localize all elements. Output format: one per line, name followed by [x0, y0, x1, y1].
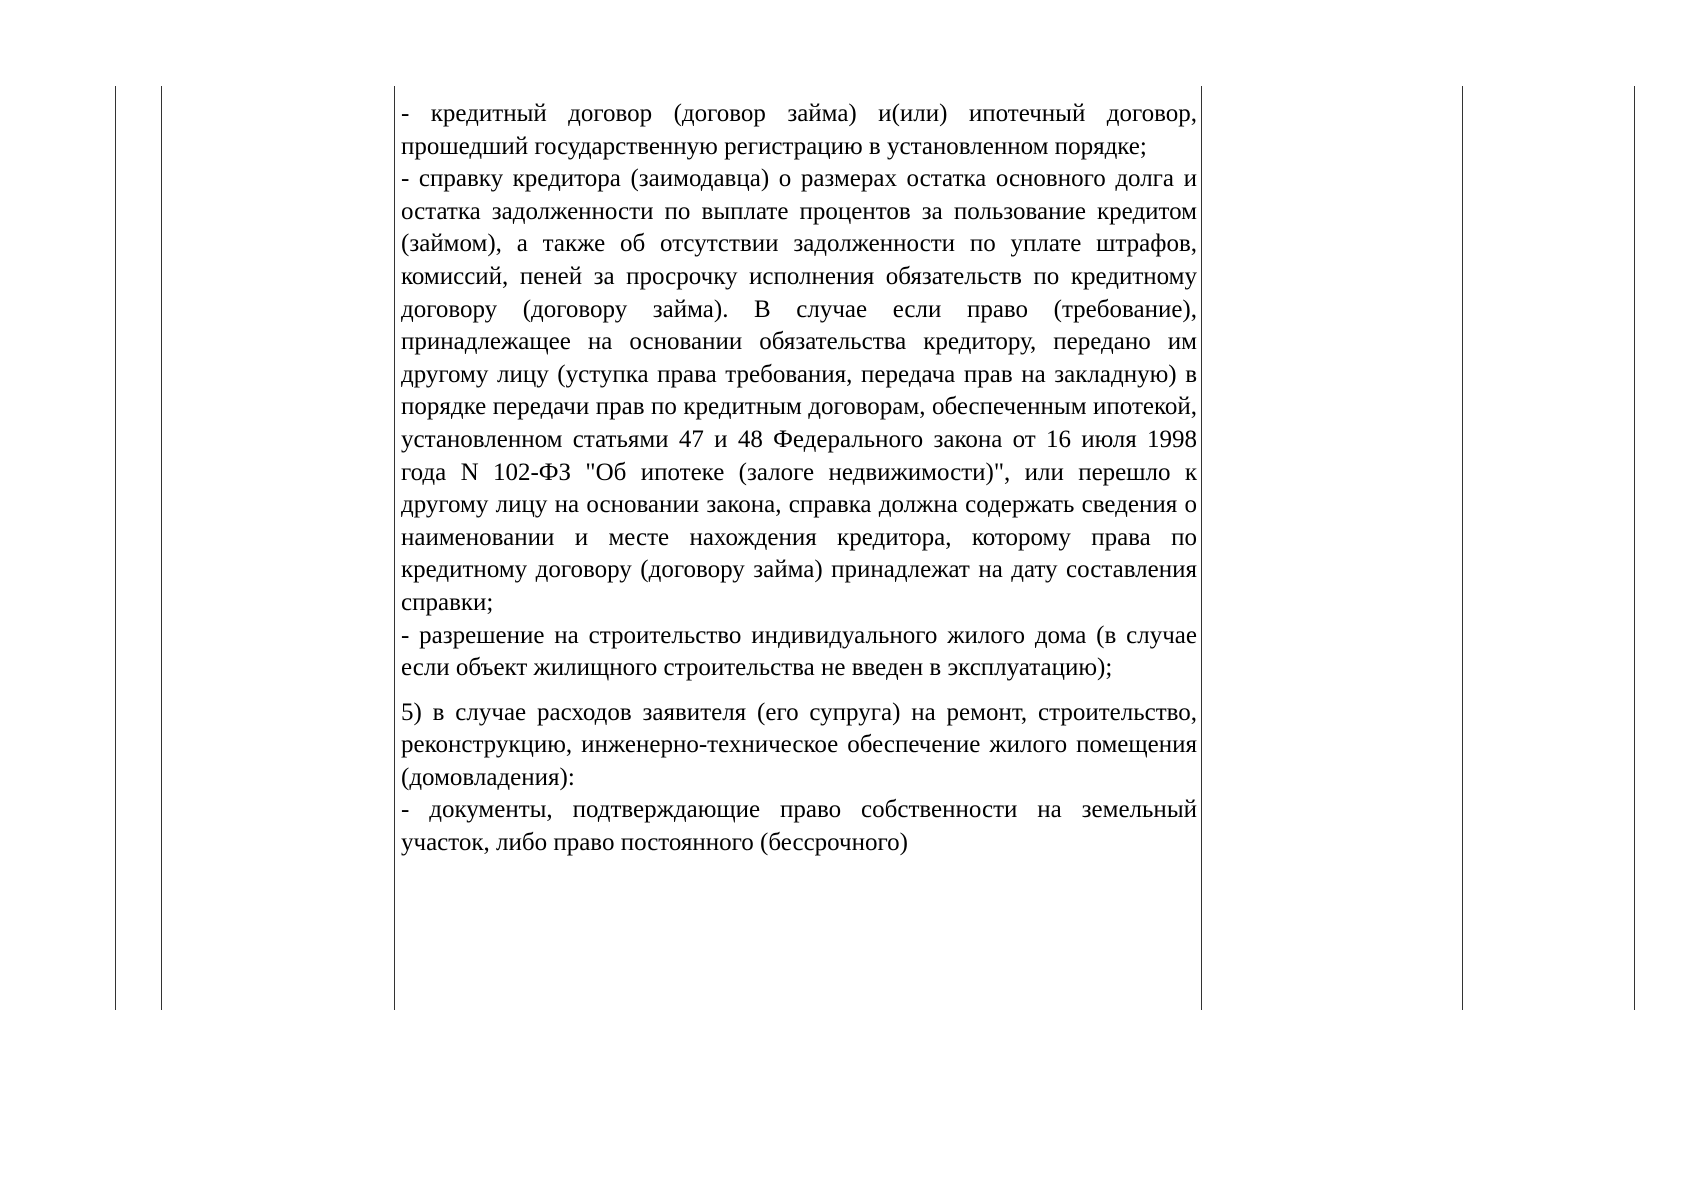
- table-border-right-inner: [1462, 86, 1463, 1010]
- table-border-left-inner: [161, 86, 162, 1010]
- table-border-text-right: [1201, 86, 1202, 1010]
- paragraph-construction-permit: - разрешение на строительство индивидуального жилого дома (в случае если объект жилищного строительства не введен в эксплуатацию);: [401, 621, 1197, 682]
- paragraph-creditor-certificate: - справку кредитора (заимодавца) о размерах остатка основного долга и остатка задолженности по выплате процентов за пользование кредитом (займом), а также об отсутствии задолженности по уплате штрафов, комиссий, пеней за просрочку исполнения обязательств по кредитному договору (договору займа). В случае если право (требование), принадлежащее на основании обязательства кредитору, передано им другому лицу (уступка права требования, передача прав на закладную) в порядке передачи прав по кредитным договорам, обеспеченным ипотекой, установленном статьями 47 и 48 Федерального закона от 16 июля 1998 года N 102-ФЗ "Об ипотеке (залоге недвижимости)", или перешло к другому лицу на основании закона, справка должна содержать сведения о наименовании и месте нахождения кредитора, которому права по кредитному договору (договору займа) принадлежат на дату составления справки;: [401, 165, 1197, 616]
- table-cell-text: [401, 98, 1197, 860]
- paragraph-land-ownership: - документы, подтверждающие право собственности на земельный участок, либо право постоянного (бессрочного): [401, 796, 1197, 857]
- table-border-text-left: [394, 86, 395, 1010]
- paragraph-item-5: 5) в случае расходов заявителя (его супруга) на ремонт, строительство, реконструкцию, инженерно-техническое обеспечение жилого помещения (домовладения):: [401, 698, 1197, 791]
- table-border-left-outer: [115, 86, 116, 1010]
- table-border-right-outer: [1634, 86, 1635, 1010]
- paragraph-loan-agreement: - кредитный договор (договор займа) и(или) ипотечный договор, прошедший государственную регистрацию в установленном порядке;: [401, 100, 1197, 160]
